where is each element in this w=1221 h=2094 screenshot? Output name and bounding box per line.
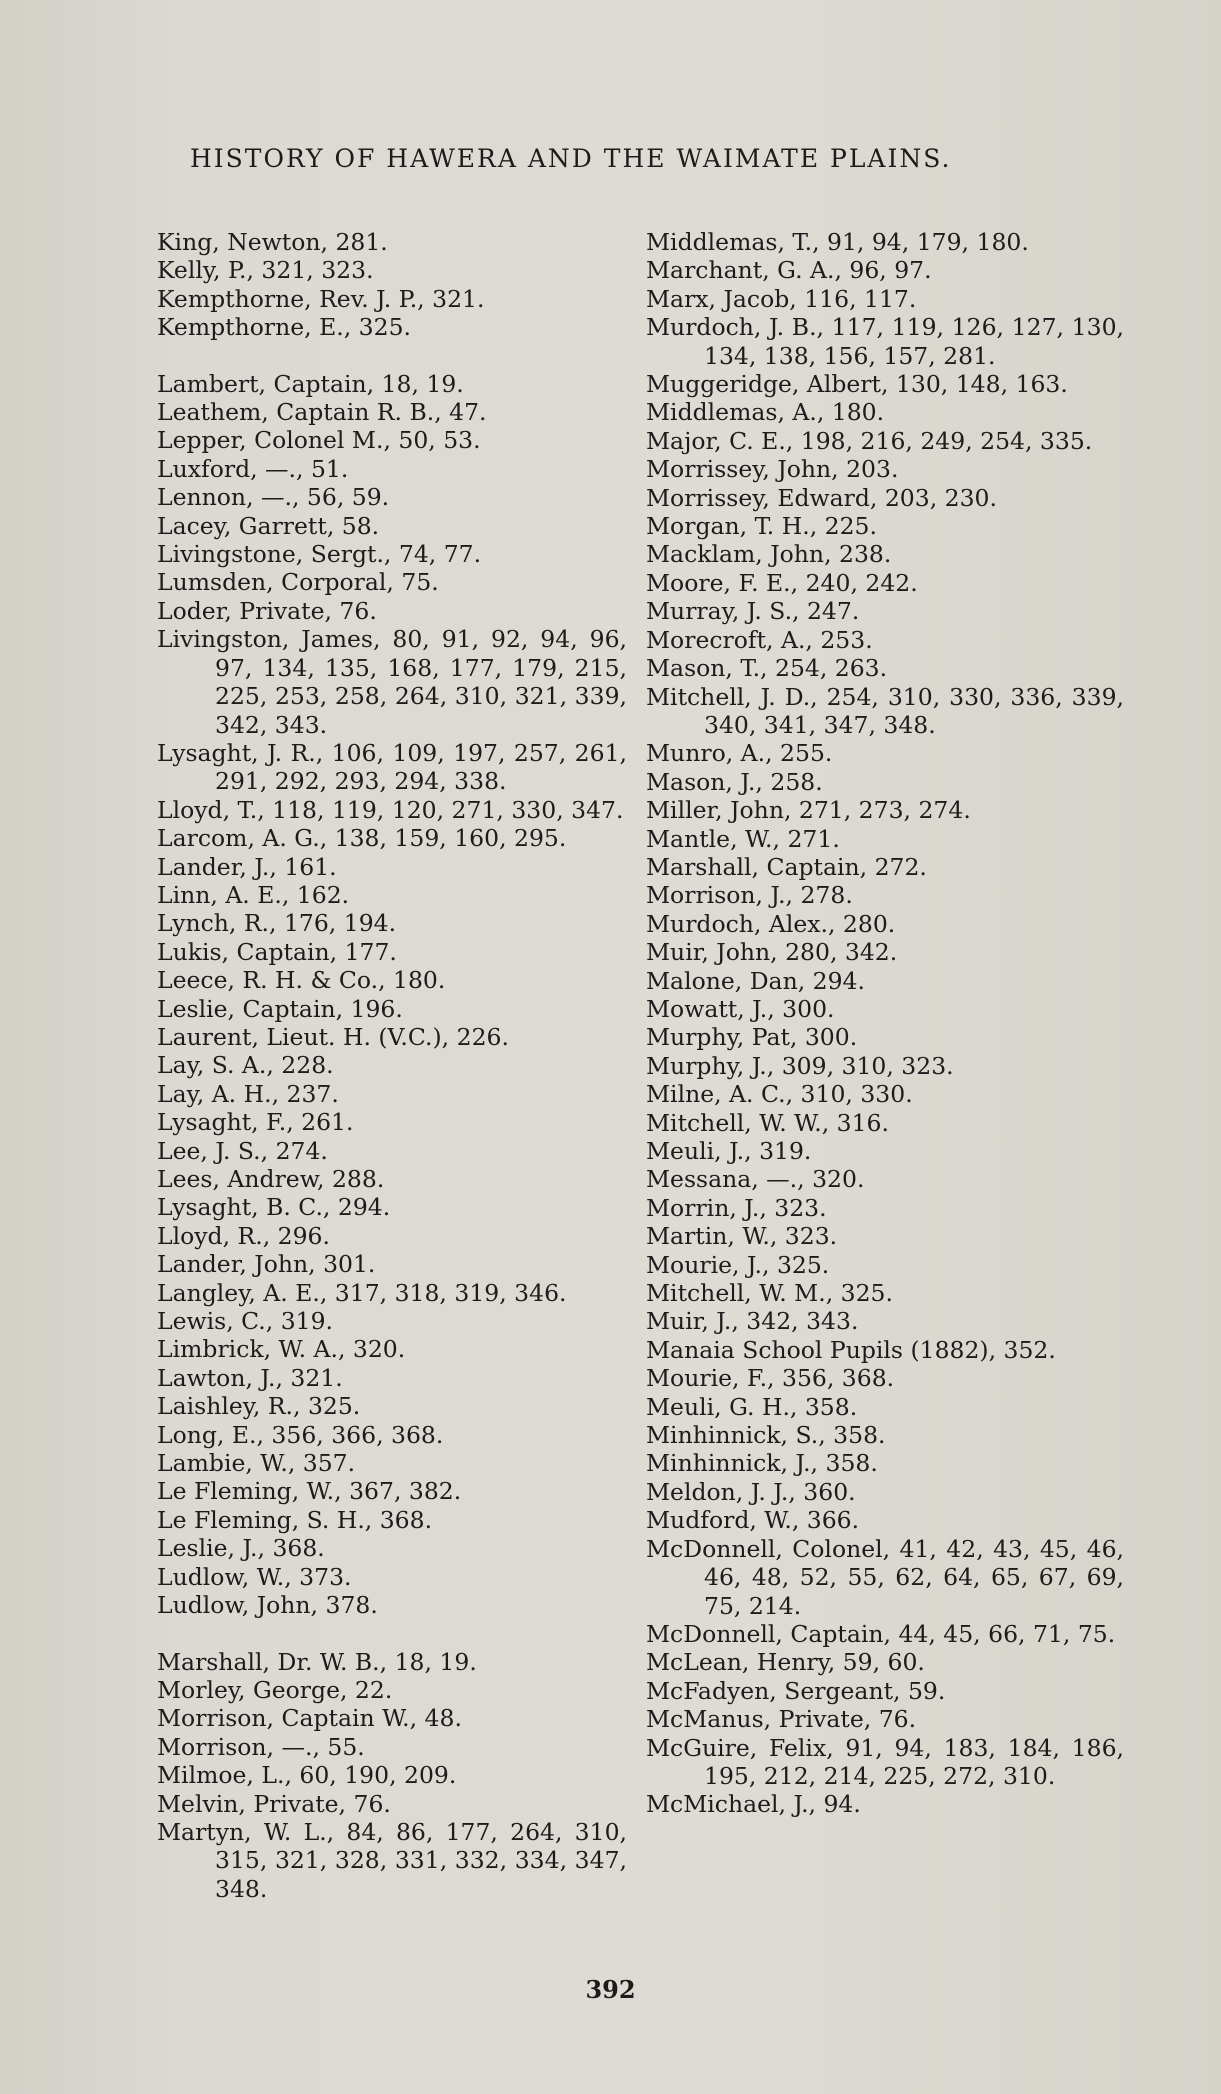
index-entry: Lloyd, T., 118, 119, 120, 271, 330, 347. (157, 795, 624, 824)
index-entry: Kelly, P., 321, 323. (157, 256, 374, 285)
index-entry: Murphy, J., 309, 310, 323. (646, 1051, 954, 1080)
index-entry: Mitchell, W. M., 325. (646, 1279, 893, 1308)
index-entry: King, Newton, 281. (157, 228, 388, 256)
index-entry: Leathem, Captain R. B., 47. (157, 398, 487, 427)
index-entry: Morecroft, A., 253. (646, 625, 873, 654)
index-entry: Murphy, Pat, 300. (646, 1023, 858, 1052)
index-entry: Ludlow, John, 378. (157, 1591, 378, 1620)
index-entry: Laurent, Lieut. H. (V.C.), 226. (157, 1022, 509, 1051)
index-entry: McDonnell, Captain, 44, 45, 66, 71, 75. (646, 1619, 1116, 1648)
index-entry: Malone, Dan, 294. (646, 966, 865, 995)
index-entry: Melvin, Private, 76. (157, 1789, 391, 1818)
index-entry: Murdoch, Alex., 280. (646, 909, 896, 938)
index-entry: Middlemas, T., 91, 94, 179, 180. (646, 228, 1029, 256)
index-entry: Kempthorne, Rev. J. P., 321. (157, 284, 485, 313)
index-entry: Lees, Andrew, 288. (157, 1165, 385, 1193)
index-entry: Milne, A. C., 310, 330. (646, 1080, 913, 1109)
index-entry: Lacey, Garrett, 58. (157, 511, 380, 540)
index-entry: Munro, A., 255. (646, 739, 833, 768)
index-entry: Macklam, John, 238. (646, 540, 892, 569)
index-entry: Morgan, T. H., 225. (646, 512, 877, 541)
index-entry: Kempthorne, E., 325. (157, 313, 411, 342)
index-entry: Lysaght, F., 261. (157, 1108, 354, 1137)
index-entry: Minhinnick, S., 358. (646, 1421, 886, 1450)
index-entry: Luxford, —., 51. (157, 454, 349, 483)
index-entry: Murdoch, J. B., 117, 119, 126, 127, 130, 134, 138, 156, 157, 281. (646, 313, 1124, 370)
index-entry: Meldon, J. J., 360. (646, 1477, 856, 1506)
index-entry: Lepper, Colonel M., 50, 53. (157, 426, 481, 455)
index-entry: Moore, F. E., 240, 242. (646, 568, 918, 597)
index-entry: Lander, J., 161. (157, 852, 337, 881)
index-entry: Mitchell, J. D., 254, 310, 330, 336, 339, 340, 341, 347, 348. (646, 682, 1124, 739)
index-entry: McGuire, Felix, 91, 94, 183, 184, 186, 195, 212, 214, 225, 272, 310. (646, 1733, 1124, 1790)
index-entry: Lambie, W., 357. (157, 1449, 356, 1478)
index-entry: Mason, J., 258. (646, 767, 823, 796)
index-entry: Lewis, C., 319. (157, 1307, 334, 1336)
index-entry: Marchant, G. A., 96, 97. (646, 256, 932, 285)
index-entry: Muggeridge, Albert, 130, 148, 163. (646, 370, 1068, 399)
index-column-left (157, 228, 627, 1903)
index-entry: Mason, T., 254, 263. (646, 654, 888, 683)
index-entry: Morrison, Captain W., 48. (157, 1704, 462, 1733)
index-entry: Milmoe, L., 60, 190, 209. (157, 1761, 457, 1790)
index-entry: Martin, W., 323. (646, 1222, 838, 1251)
index-entry: Morrissey, Edward, 203, 230. (646, 483, 997, 512)
index-entry: Livingston, James, 80, 91, 92, 94, 96, 97, 134, 135, 168, 177, 179, 215, 225, 253, 258, 264, 310, 321, 339, 342, 343. (157, 625, 627, 739)
index-entry: Mourie, J., 325. (646, 1250, 830, 1279)
index-entry: Ludlow, W., 373. (157, 1562, 352, 1591)
index-entry: Linn, A. E., 162. (157, 880, 350, 909)
index-entry: Lloyd, R., 296. (157, 1221, 330, 1250)
index-entry: Martyn, W. L., 84, 86, 177, 264, 310, 315, 321, 328, 331, 332, 334, 347, 348. (157, 1817, 627, 1903)
index-entry: Loder, Private, 76. (157, 596, 377, 625)
index-entry: Muir, John, 280, 342. (646, 938, 898, 967)
index-entry: Lay, A. H., 237. (157, 1079, 339, 1108)
index-entry: Morrin, J., 323. (646, 1193, 827, 1222)
index-entry: Mudford, W., 366. (646, 1506, 860, 1535)
index-entry: Livingstone, Sergt., 74, 77. (157, 540, 482, 569)
index-entry: Mitchell, W. W., 316. (646, 1108, 889, 1137)
index-entry: Lander, John, 301. (157, 1250, 376, 1279)
index-entry: Morley, George, 22. (157, 1675, 393, 1704)
index-entry: Meuli, J., 319. (646, 1137, 812, 1165)
index-entry: Mowatt, J., 300. (646, 994, 835, 1023)
index-entry: Lynch, R., 176, 194. (157, 909, 397, 938)
index-entry: Murray, J. S., 247. (646, 597, 860, 626)
index-entry: Marshall, Dr. W. B., 18, 19. (157, 1647, 477, 1676)
index-entry: Marx, Jacob, 116, 117. (646, 284, 917, 313)
index-entry: Lysaght, J. R., 106, 109, 197, 257, 261, 291, 292, 293, 294, 338. (157, 738, 627, 796)
index-entry: Lawton, J., 321. (157, 1363, 343, 1392)
index-column-right (646, 228, 1124, 1819)
index-entry: Lambert, Captain, 18, 19. (157, 369, 464, 398)
index-entry: Muir, J., 342, 343. (646, 1307, 859, 1336)
index-entry: McDonnell, Colonel, 41, 42, 43, 45, 46, 46, 48, 52, 55, 62, 64, 65, 67, 69, 75, 214. (646, 1534, 1124, 1620)
index-entry: Long, E., 356, 366, 368. (157, 1420, 444, 1449)
index-entry: Marshall, Captain, 272. (646, 852, 927, 881)
index-entry: Meuli, G. H., 358. (646, 1392, 858, 1421)
index-entry: Manaia School Pupils (1882), 352. (646, 1335, 1056, 1364)
index-entry: Leece, R. H. & Co., 180. (157, 966, 446, 995)
index-entry: Morrissey, John, 203. (646, 455, 899, 484)
index-entry: Leslie, Captain, 196. (157, 994, 403, 1023)
index-entry: Le Fleming, S. H., 368. (157, 1505, 433, 1534)
index-entry: Laishley, R., 325. (157, 1392, 361, 1421)
index-entry: Lysaght, B. C., 294. (157, 1193, 391, 1222)
index-entry: Major, C. E., 198, 216, 249, 254, 335. (646, 426, 1093, 455)
index-entry: McManus, Private, 76. (646, 1705, 917, 1734)
index-entry: Leslie, J., 368. (157, 1534, 325, 1563)
index-entry: Morrison, —., 55. (157, 1732, 365, 1761)
index-entry: Le Fleming, W., 367, 382. (157, 1477, 462, 1506)
index-entry: Lee, J. S., 274. (157, 1136, 328, 1165)
index-entry: Mantle, W., 271. (646, 824, 840, 853)
index-entry: Lennon, —., 56, 59. (157, 483, 390, 512)
index-entry: Langley, A. E., 317, 318, 319, 346. (157, 1278, 567, 1307)
index-entry: McLean, Henry, 59, 60. (646, 1648, 925, 1677)
section-gap (157, 342, 627, 370)
index-entry: McFadyen, Sergeant, 59. (646, 1676, 946, 1705)
index-entry: McMichael, J., 94. (646, 1790, 861, 1819)
index-entry: Lumsden, Corporal, 75. (157, 568, 439, 597)
index-entry: Morrison, J., 278. (646, 881, 853, 910)
section-gap (157, 1620, 627, 1648)
index-entry: Larcom, A. G., 138, 159, 160, 295. (157, 824, 567, 853)
running-header: HISTORY OF HAWERA AND THE WAIMATE PLAINS. (190, 144, 952, 173)
index-entry: Limbrick, W. A., 320. (157, 1335, 406, 1364)
index-entry: Lukis, Captain, 177. (157, 937, 397, 966)
index-entry: Mourie, F., 356, 368. (646, 1364, 895, 1393)
index-entry: Middlemas, A., 180. (646, 398, 885, 427)
index-entry: Messana, —., 320. (646, 1165, 865, 1194)
index-entry: Lay, S. A., 228. (157, 1051, 334, 1080)
index-entry: Minhinnick, J., 358. (646, 1449, 878, 1478)
index-entry: Miller, John, 271, 273, 274. (646, 796, 971, 825)
page-number: 392 (585, 1975, 636, 2004)
